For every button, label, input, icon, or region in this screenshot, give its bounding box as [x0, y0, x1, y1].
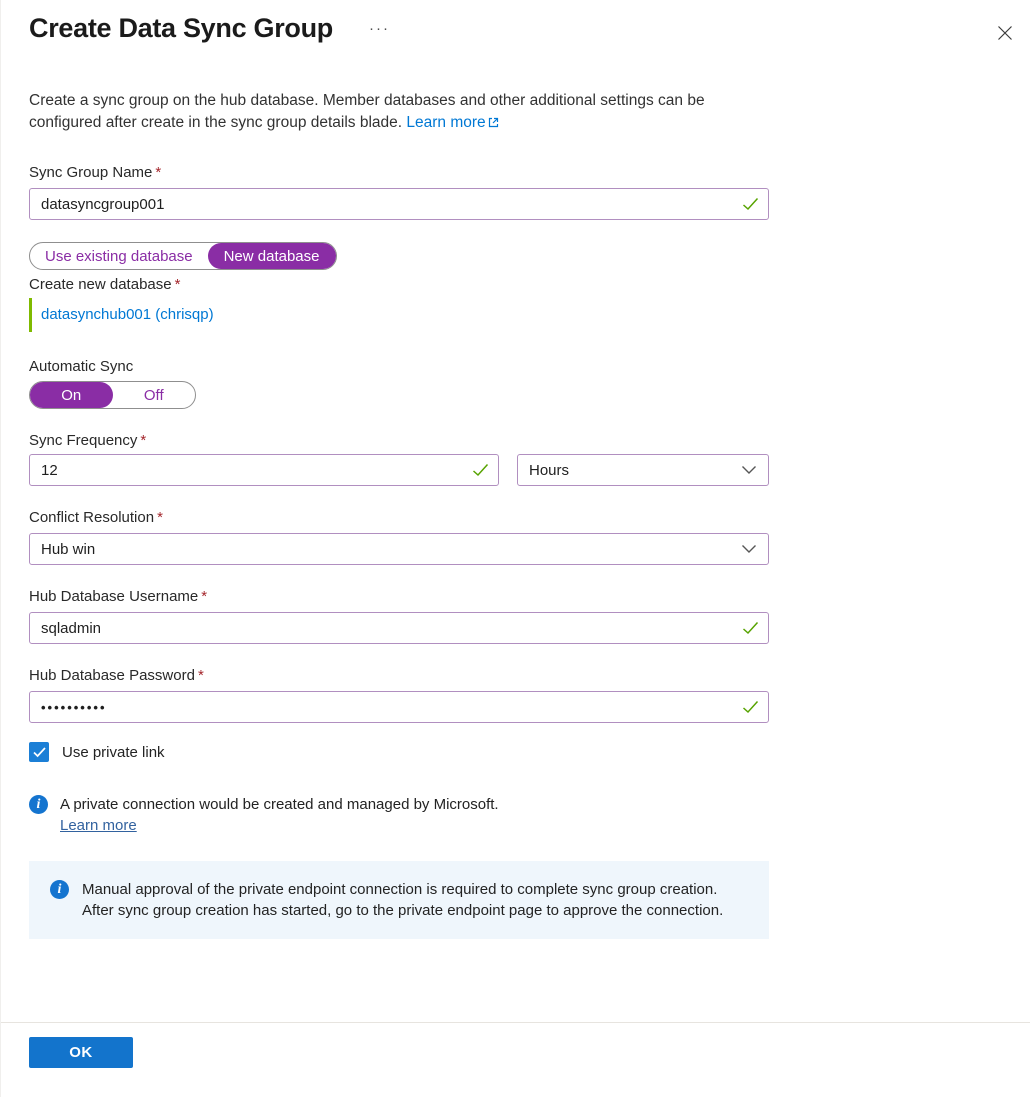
blade-footer — [1, 1022, 1030, 1097]
page-title: Create Data Sync Group — [29, 13, 333, 43]
required-asterisk: * — [157, 509, 163, 526]
new-database-summary — [29, 298, 769, 332]
sync-frequency-label: Sync Frequency * — [29, 432, 147, 449]
conflict-resolution-field — [29, 533, 769, 565]
info-banner-text: Manual approval of the private endpoint connection is required to complete sync group creation. After sync group creation has started, go to the private endpoint page to approve the connection. — [82, 881, 724, 919]
valid-check-icon — [742, 700, 759, 714]
toggle-off[interactable]: Off — [143, 386, 164, 404]
conflict-resolution-label: Conflict Resolution * — [29, 509, 163, 526]
more-options-button[interactable]: ··· — [369, 20, 390, 37]
ok-button[interactable]: OK — [29, 1037, 133, 1068]
sync-group-name-field — [29, 188, 769, 220]
sync-group-name-input[interactable] — [29, 188, 769, 220]
toggle-on[interactable]: On — [30, 382, 113, 408]
private-link-note — [29, 795, 769, 836]
close-button[interactable] — [993, 21, 1017, 45]
required-asterisk: * — [197, 667, 204, 684]
external-link-icon — [488, 117, 499, 128]
required-asterisk: * — [140, 432, 147, 449]
checkmark-icon — [33, 747, 46, 758]
note-learn-more-link[interactable]: Learn more — [60, 817, 137, 834]
close-icon — [997, 25, 1013, 41]
use-private-link-checkbox[interactable] — [29, 742, 49, 762]
hub-database-username-field — [29, 612, 769, 644]
sync-group-name-label: Sync Group Name * — [29, 164, 162, 181]
valid-check-icon — [742, 621, 759, 635]
use-private-link-row — [29, 742, 769, 762]
valid-check-icon — [742, 197, 759, 211]
toggle-use-existing-database[interactable]: Use existing database — [45, 247, 193, 265]
hub-database-password-field — [29, 691, 769, 723]
info-icon: i — [29, 795, 48, 814]
automatic-sync-toggle — [29, 381, 196, 409]
required-asterisk: * — [155, 164, 162, 181]
private-link-note-text: A private connection would be created and managed by Microsoft. — [60, 796, 499, 813]
blade-description: Create a sync group on the hub database. Member databases and other additional settings can be configured after create in the sync group details blade. Learn more — [29, 92, 705, 131]
chevron-down-icon — [741, 544, 757, 554]
sync-frequency-unit-select[interactable]: Hours — [517, 454, 769, 486]
conflict-resolution-select[interactable]: Hub win — [29, 533, 769, 565]
database-source-toggle — [29, 242, 337, 270]
hub-database-password-label: Hub Database Password * — [29, 667, 204, 684]
info-banner — [29, 861, 769, 939]
toggle-new-database[interactable]: New database — [208, 243, 336, 269]
valid-check-icon — [472, 463, 489, 477]
blade-header — [29, 0, 769, 44]
hub-database-username-input[interactable] — [29, 612, 769, 644]
create-new-database-label: Create new database * — [29, 276, 181, 293]
sync-frequency-unit-field — [517, 454, 769, 486]
hub-database-password-input[interactable] — [29, 691, 769, 723]
sync-frequency-field — [29, 454, 499, 486]
automatic-sync-label: Automatic Sync — [29, 358, 134, 375]
required-asterisk: * — [174, 276, 181, 293]
use-private-link-label: Use private link — [62, 743, 165, 761]
learn-more-link[interactable]: Learn more — [406, 114, 498, 131]
hub-database-username-label: Hub Database Username * — [29, 588, 208, 605]
info-icon: i — [50, 880, 69, 899]
sync-frequency-input[interactable] — [29, 454, 499, 486]
chevron-down-icon — [741, 465, 757, 475]
new-database-link[interactable]: datasynchub001 (chrisqp) — [41, 306, 214, 323]
required-asterisk: * — [201, 588, 208, 605]
